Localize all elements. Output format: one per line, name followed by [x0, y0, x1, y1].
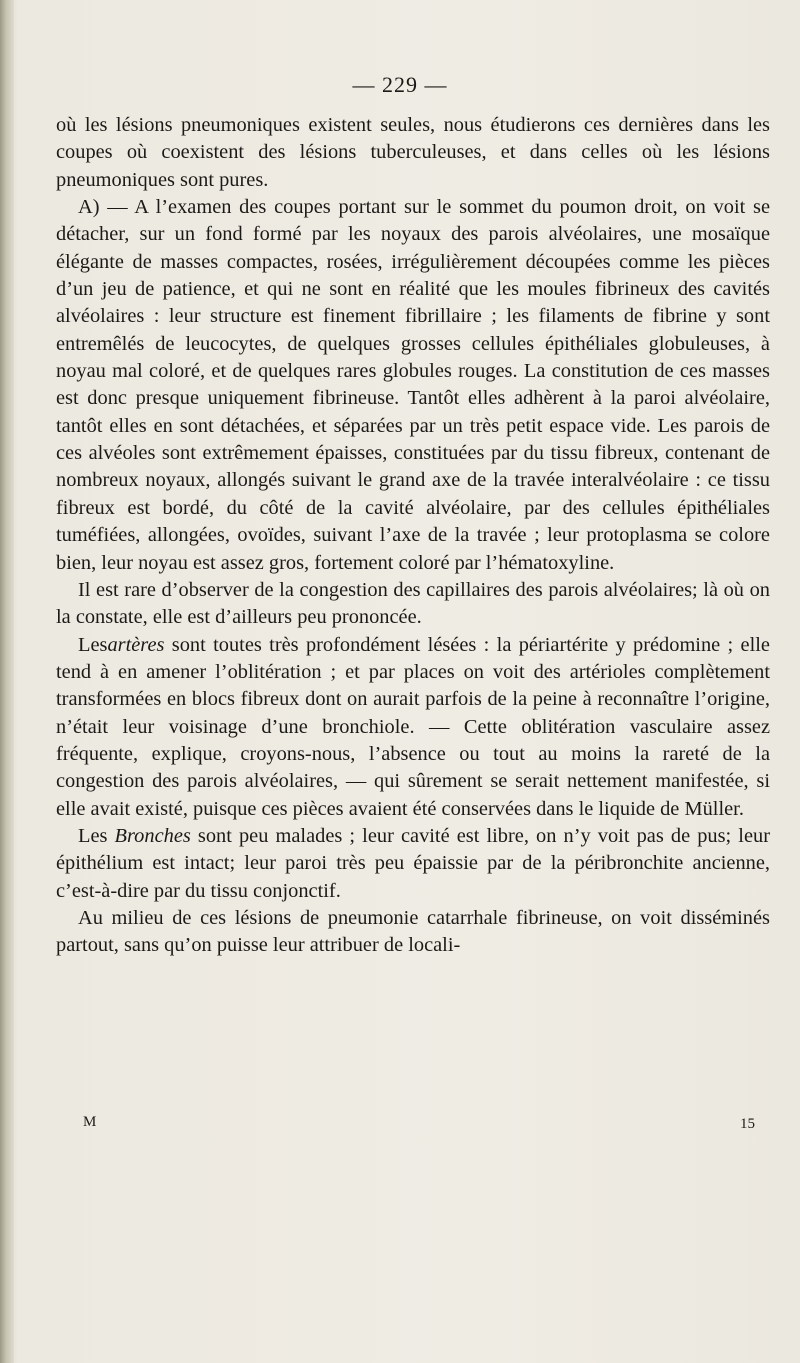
paragraph-text: sont peu malades ; leur cavité est libre, on n’y voit pas de pus; leur épithélium est intact; leur paroi très peu épaissie par de la péribronchite ancienne, c’est-à-dire par du tissu conjonctif. — [56, 824, 770, 902]
signature-mark: M — [83, 1114, 97, 1130]
body-text — [56, 112, 770, 960]
paragraph-text: Il est rare d’observer de la congestion des capillaires des parois alvéolaires; là où on la constate, elle est d’ailleurs peu prononcée. — [56, 578, 770, 629]
paragraph-bronchi — [56, 823, 770, 905]
paragraph-text: où les lésions pneumoniques existent seules, nous étudierons ces dernières dans les coupes où coexistent des lésions tuberculeuses, et dans celles où les lésions pneumoniques sont pures. — [56, 114, 770, 191]
page-number: — 229 — — [352, 72, 448, 97]
paragraph-lead: Les — [78, 633, 108, 656]
paragraph-text: Au milieu de ces lésions de pneumonie catarrhale fibrineuse, on voit disséminés partout, sans qu’on puisse leur attribuer de locali- — [56, 906, 770, 957]
sheet-number: 15 — [740, 1116, 755, 1132]
paragraph-congestion — [56, 577, 770, 632]
paragraph-emphasis: Bronches — [114, 824, 191, 847]
paragraph-text: sont toutes très profondément lésées : la périartérite y prédomine ; elle tend à en amener l’oblitération ; et par places on voit des artérioles complètement transformées en blocs fibreux dont on aurait parfois de la peine à reconnaître l’origine, n’était leur voisinage d’une bronchiole. — Cette oblitération vasculaire assez fréquente, explique, croyons-nous, l’absence ou tout au moins la rareté de la congestion des parois alvéolaires, — qui sûrement se serait nettement manifestée, si elle avait existé, puisque ces pièces avaient été conservées dans le liquide de Müller. — [56, 633, 770, 820]
paragraph-emphasis: artères — [107, 633, 165, 656]
page-footer — [0, 1114, 800, 1136]
book-spine-shadow — [0, 0, 14, 1363]
paragraph-text: A) — A l’examen des coupes portant sur le sommet du poumon droit, on voit se détacher, sur un fond formé par les noyaux des parois alvéolaires, une mosaïque élégante de masses compactes, rosées, irrégulièrement découpées comme les pièces d’un jeu de patience, et qui ne sont en réalité que les moules fibrineux des cavités alvéolaires : leur structure est finement fibrillaire ; les filaments de fibrine y sont entremêlés de leucocytes, de quelques grosses cellules épithéliales globuleuses, à noyau mal coloré, et de quelques rares globules rouges. La constitution de ces masses est donc presque uniquement fibrineuse. Tantôt elles adhèrent à la paroi alvéolaire, tantôt elles en sont détachées, et séparées par un très petit espace vide. Les parois de ces alvéoles sont extrêmement épaisses, constituées par du tissu fibreux, contenant de nombreux noyaux, allongés suivant le grand axe de la travée interalvéolaire : ce tissu fibreux est bordé, du côté de la cavité alvéolaire, par des cellules épithéliales tuméfiées, allongées, ovoïdes, suivant l’axe de la travée ; leur protoplasma se colore bien, leur noyau est assez gros, fortement coloré par l’hématoxyline. — [56, 196, 770, 574]
paragraph-section-a — [56, 194, 770, 577]
paragraph-arteries — [56, 632, 770, 823]
paragraph-lead: Les — [78, 824, 115, 847]
paragraph-continuation — [56, 112, 770, 194]
paragraph-closing — [56, 905, 770, 960]
